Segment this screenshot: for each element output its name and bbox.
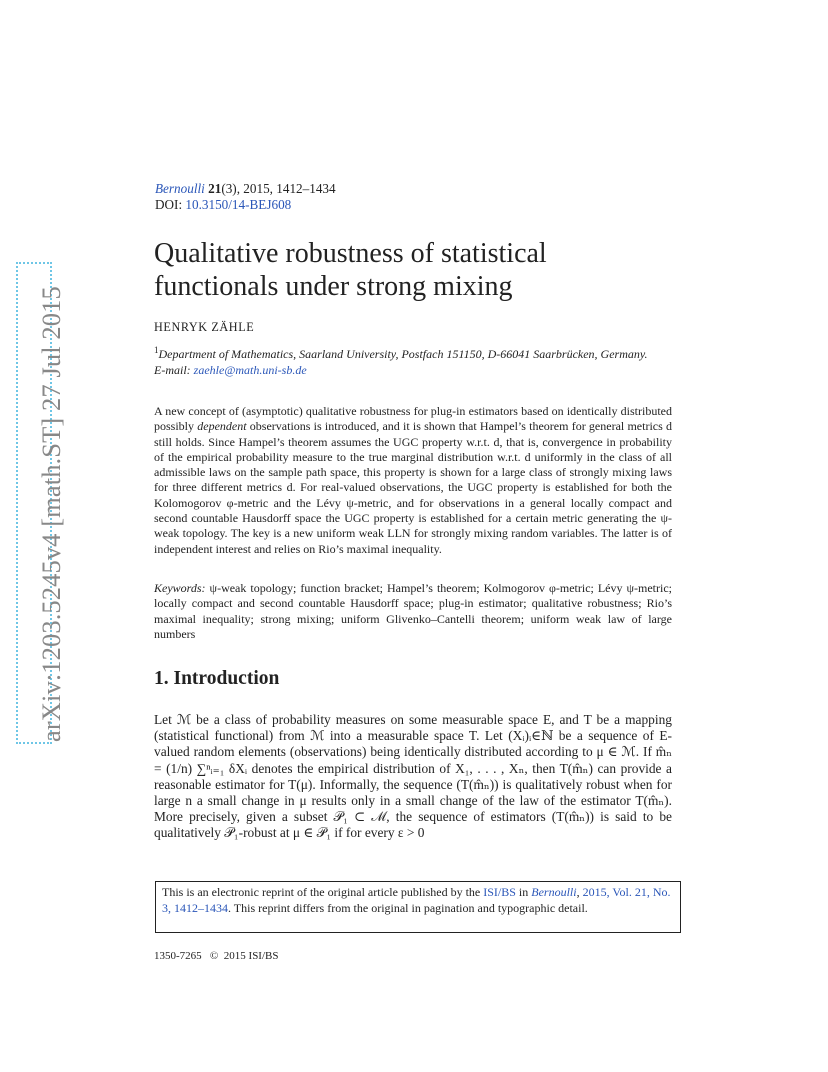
reprint-citation-link[interactable]: 2015, Vol. 21, No. 3, 1412–1434 [162, 885, 671, 915]
copyright-text: 2015 ISI/BS [223, 950, 279, 962]
paper-title [154, 237, 547, 303]
reprint-text-2: in [515, 885, 532, 899]
abstract-text-2: observations is introduced, and it is shown that Hampel’s theorem for general metrics d still holds. Since Hampel’s theorem assumes the UGC property w.r.t. d, that is, convergence in probability of the empirical probability measure to the true marginal distribution w.r.t. d uniformly in the class of all admissible laws on the sample path space, this property is shown for a large class of strongly mixing laws for three different metrics d. For real-valued observations, the UGC property is established for both the Kolomogorov φ-metric and the Lévy ψ-metric, and for observations in a general locally compact and second countable Hausdorff space the UGC property is established for a certain metric generating the ψ-weak topology. The key is a new uniform weak LLN for strongly mixing random variables. The latter is of independent interest and relies on Rio’s maximal inequality. [154, 419, 673, 556]
reprint-text-4: . This reprint differs from the original in pagination and typographic detail. [228, 900, 588, 915]
email-label: E-mail: [154, 362, 191, 377]
affiliation-marker: 1 [154, 345, 159, 355]
affiliation-text: Department of Mathematics, Saarland University, Postfach 151150, D-66041 Saarbrücken, Germany. [158, 347, 648, 361]
journal-header [155, 181, 336, 213]
email-link[interactable]: zaehle@math.uni-sb.de [193, 362, 307, 377]
title-line-2: functionals under strong mixing [154, 271, 513, 302]
journal-issue-pages: (3), 2015, 1412–1434 [221, 181, 336, 196]
section-heading: 1. Introduction [154, 668, 280, 689]
reprint-journal-link[interactable]: Bernoulli [531, 885, 577, 899]
copyright-symbol: © [209, 950, 219, 962]
abstract-text-1: A new concept of (asymptotic) qualitative robustness for plug-in estimators based on identically distributed possibly [154, 404, 672, 434]
abstract-emphasis: dependent [197, 419, 247, 434]
introduction-paragraph: Let ℳ be a class of probability measures on some measurable space E, and T be a mapping (statistical functional) from ℳ into a measurable space T. Let (Xᵢ)ᵢ∈ℕ be a sequence of E-valued random elements (observations) being identically distributed according to μ ∈ ℳ. If m̂ₙ = (1/n) ∑ⁿᵢ₌₁ δXᵢ denotes the empirical distribution of X₁, . . . , Xₙ, then T(m̂ₙ) can provide a reasonable estimator for T(μ). Informally, the sequence (T(m̂ₙ)) is qualitatively robust when for large n a small change in μ results only in a small change of the law of the estimator T(m̂ₙ). More precisely, given a subset 𝒫₁ ⊂ ℳ, the sequence of estimators (T(m̂ₙ)) is said to be qualitatively 𝒫₁-robust at μ ∈ 𝒫₁ if for every ε > 0 [154, 712, 672, 841]
issn: 1350-7265 [154, 950, 202, 962]
affiliation [154, 343, 672, 378]
title-line-1: Qualitative robustness of statistical [154, 238, 547, 269]
keywords-text: ψ-weak topology; function bracket; Hampel’s theorem; Kolmogorov φ-metric; Lévy ψ-metric; locally compact and second countable Hausdorff space; plug-in estimator; qualitative robustness; Rio’s maximal inequality; strong mixing; uniform Glivenko–Cantelli theorem; uniform weak law of large numbers [154, 581, 672, 641]
publisher-link[interactable]: ISI/BS [483, 885, 516, 899]
keywords-label: Keywords: [154, 581, 206, 595]
author-name: HENRYK ZÄHLE [154, 320, 255, 334]
doi-link[interactable]: 10.3150/14-BEJ608 [185, 197, 292, 212]
arxiv-stamp: arXiv:1203.5245v4 [math.ST] 27 Jul 2015 [36, 286, 66, 742]
reprint-text-3: , [576, 885, 580, 899]
abstract [154, 404, 672, 557]
reprint-text-1: This is an electronic reprint of the original article published by the [162, 885, 484, 899]
reprint-notice [155, 881, 681, 933]
journal-volume: 21 [208, 181, 222, 196]
doi-label: DOI: [155, 197, 183, 212]
footer [154, 950, 279, 962]
journal-link[interactable]: Bernoulli [155, 181, 205, 196]
keywords [154, 581, 672, 642]
